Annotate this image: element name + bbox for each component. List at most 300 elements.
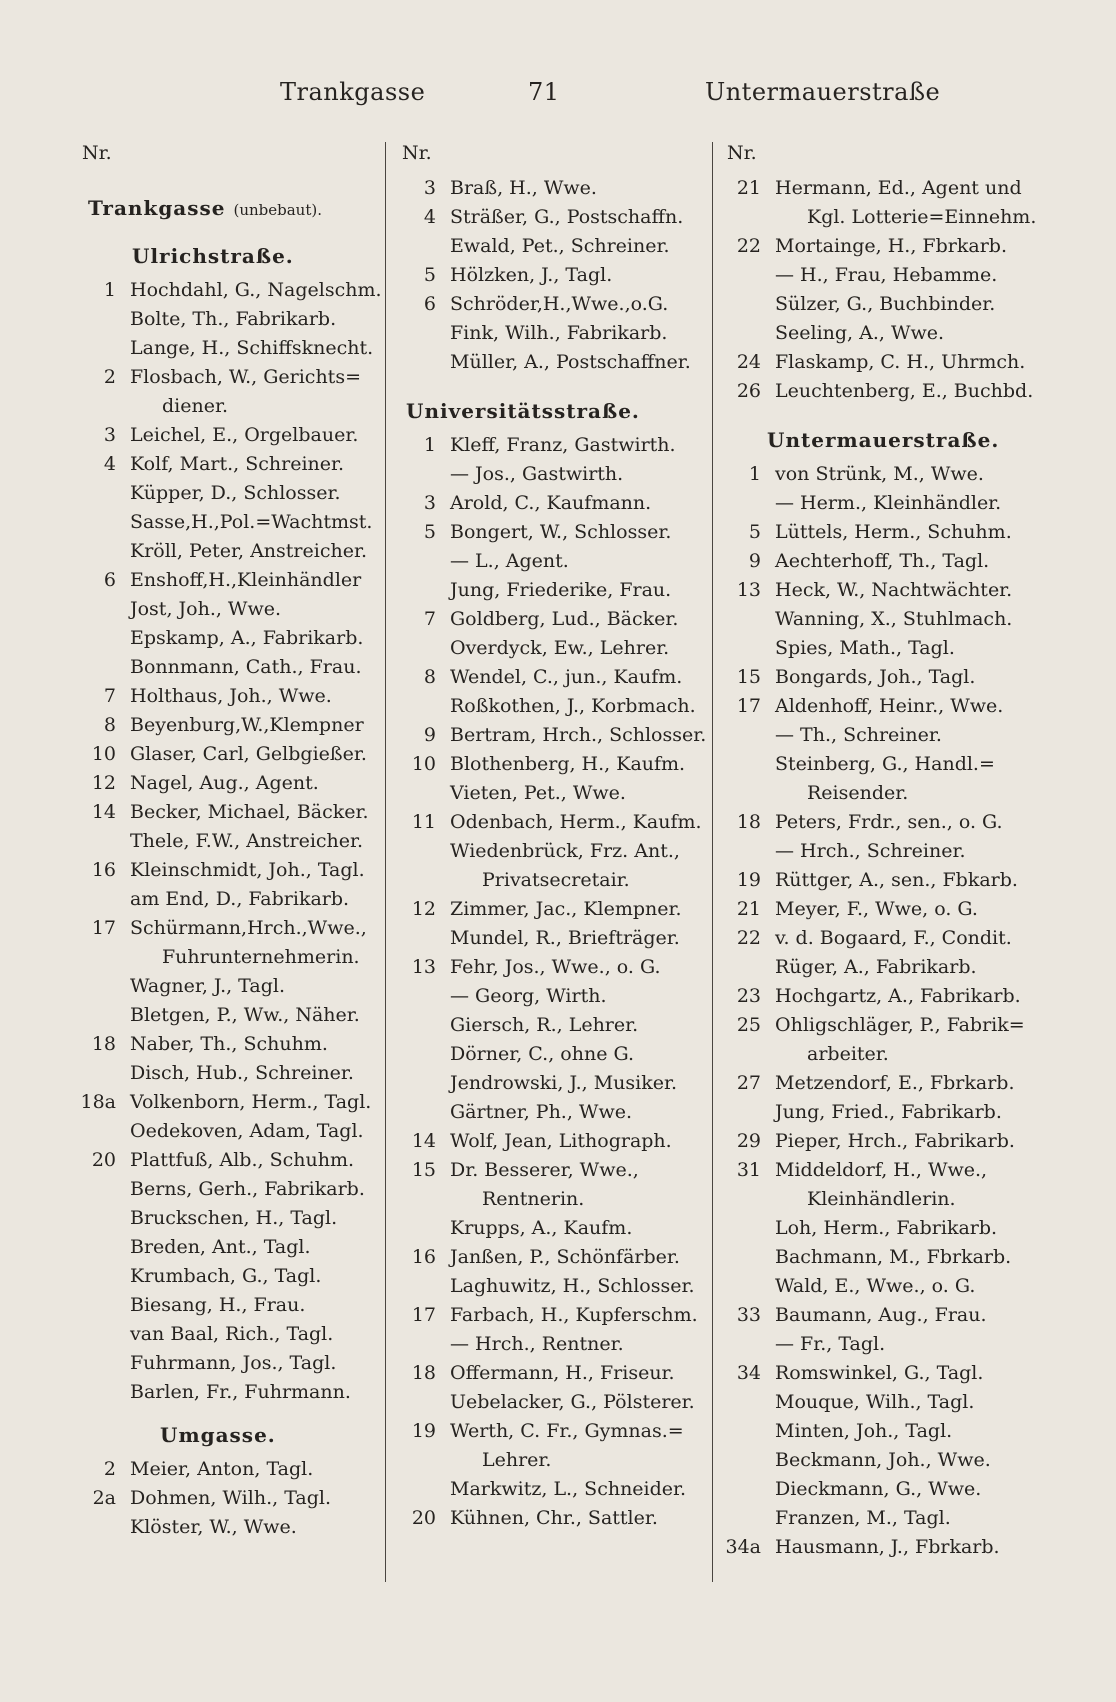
resident-entry: — Hrch., Schreiner. bbox=[775, 840, 966, 862]
resident-entry: Wiedenbrück, Frz. Ant., bbox=[450, 840, 680, 862]
directory-entry bbox=[80, 276, 380, 305]
resident-entry: Wendel, C., jun., Kaufm. bbox=[450, 666, 683, 688]
directory-entry bbox=[725, 261, 1055, 290]
directory-entry bbox=[725, 605, 1055, 634]
house-number: 15 bbox=[736, 666, 761, 688]
directory-entry bbox=[400, 634, 718, 663]
directory-entry bbox=[725, 1533, 1055, 1562]
directory-entry bbox=[725, 174, 1055, 203]
resident-entry: — Th., Schreiner. bbox=[775, 724, 942, 746]
resident-entry: Bruckschen, H., Tagl. bbox=[130, 1207, 338, 1229]
resident-entry: Hölzken, J., Tagl. bbox=[450, 264, 613, 286]
resident-entry: Wagner, J., Tagl. bbox=[130, 975, 285, 997]
directory-entry bbox=[80, 711, 380, 740]
house-number: 5 bbox=[423, 521, 436, 543]
house-number: 14 bbox=[91, 801, 116, 823]
directory-entry bbox=[400, 721, 718, 750]
directory-entry bbox=[400, 1040, 718, 1069]
resident-entry: Kröll, Peter, Anstreicher. bbox=[130, 540, 367, 562]
directory-entry bbox=[80, 450, 380, 479]
directory-entry bbox=[80, 653, 380, 682]
resident-entry: Dörner, C., ohne G. bbox=[450, 1043, 635, 1065]
resident-entry: Pieper, Hrch., Fabrikarb. bbox=[775, 1130, 1015, 1152]
resident-entry: Vieten, Pet., Wwe. bbox=[450, 782, 626, 804]
directory-entry bbox=[80, 334, 380, 363]
entry-list bbox=[400, 431, 718, 1533]
directory-entry bbox=[400, 779, 718, 808]
resident-entry: Meier, Anton, Tagl. bbox=[130, 1458, 314, 1480]
directory-entry bbox=[400, 663, 718, 692]
directory-entry bbox=[400, 605, 718, 634]
house-number: 6 bbox=[103, 569, 116, 591]
resident-entry: van Baal, Rich., Tagl. bbox=[130, 1323, 334, 1345]
street-heading-untermauerstrasse: Untermauerstraße. bbox=[767, 428, 1000, 452]
resident-entry: Bonnmann, Cath., Frau. bbox=[130, 656, 362, 678]
directory-entry bbox=[80, 595, 380, 624]
resident-entry: Leuchtenberg, E., Buchbd. bbox=[775, 380, 1034, 402]
resident-entry: Dr. Besserer, Wwe., bbox=[450, 1159, 639, 1181]
directory-entry bbox=[400, 261, 718, 290]
resident-entry: Roßkothen, J., Korbmach. bbox=[450, 695, 696, 717]
resident-entry: Mundel, R., Briefträger. bbox=[450, 927, 680, 949]
resident-entry: Mouque, Wilh., Tagl. bbox=[775, 1391, 975, 1413]
house-number: 27 bbox=[736, 1072, 761, 1094]
directory-entry bbox=[725, 1272, 1055, 1301]
resident-entry: Berns, Gerh., Fabrikarb. bbox=[130, 1178, 365, 1200]
directory-entry bbox=[80, 537, 380, 566]
house-number: 17 bbox=[91, 917, 116, 939]
resident-entry: Bolte, Th., Fabrikarb. bbox=[130, 308, 337, 330]
directory-entry bbox=[400, 1301, 718, 1330]
directory-entry bbox=[725, 982, 1055, 1011]
resident-entry: Jung, Fried., Fabrikarb. bbox=[775, 1101, 1002, 1123]
resident-entry: Dohmen, Wilh., Tagl. bbox=[130, 1487, 331, 1509]
directory-entry bbox=[725, 1069, 1055, 1098]
resident-entry: Fuhrunternehmerin. bbox=[162, 946, 360, 968]
house-number: 7 bbox=[423, 608, 436, 630]
resident-entry: Overdyck, Ew., Lehrer. bbox=[450, 637, 670, 659]
directory-entry bbox=[400, 1446, 718, 1475]
house-number: 19 bbox=[411, 1420, 436, 1442]
directory-entry bbox=[400, 866, 718, 895]
house-number: 1 bbox=[748, 463, 761, 485]
column-3 bbox=[725, 142, 1055, 1562]
directory-entry bbox=[400, 982, 718, 1011]
directory-entry bbox=[80, 1262, 380, 1291]
directory-entry bbox=[400, 1417, 718, 1446]
directory-entry bbox=[725, 1475, 1055, 1504]
directory-entry bbox=[80, 421, 380, 450]
resident-entry: von Strünk, M., Wwe. bbox=[775, 463, 984, 485]
resident-entry: Lange, H., Schiffsknecht. bbox=[130, 337, 374, 359]
directory-entry bbox=[725, 547, 1055, 576]
house-number: 20 bbox=[91, 1149, 116, 1171]
directory-entry bbox=[80, 972, 380, 1001]
resident-entry: Romswinkel, G., Tagl. bbox=[775, 1362, 984, 1384]
house-number: 12 bbox=[91, 772, 116, 794]
resident-entry: Hochgartz, A., Fabrikarb. bbox=[775, 985, 1021, 1007]
resident-entry: Kühnen, Chr., Sattler. bbox=[450, 1507, 658, 1529]
house-number: 18 bbox=[411, 1362, 436, 1384]
house-number: 31 bbox=[736, 1159, 761, 1181]
directory-entry bbox=[725, 576, 1055, 605]
resident-entry: arbeiter. bbox=[807, 1043, 889, 1065]
directory-entry bbox=[400, 1359, 718, 1388]
directory-entry bbox=[80, 363, 380, 392]
directory-entry bbox=[400, 808, 718, 837]
house-number: 25 bbox=[736, 1014, 761, 1036]
house-number: 9 bbox=[748, 550, 761, 572]
header-right-street: Untermauerstraße bbox=[705, 78, 941, 106]
directory-entry bbox=[80, 479, 380, 508]
resident-entry: Aechterhoff, Th., Tagl. bbox=[775, 550, 990, 572]
house-number: 29 bbox=[736, 1130, 761, 1152]
resident-entry: Fink, Wilh., Fabrikarb. bbox=[450, 322, 668, 344]
directory-entry bbox=[725, 460, 1055, 489]
directory-entry bbox=[400, 290, 718, 319]
resident-entry: Biesang, H., Frau. bbox=[130, 1294, 306, 1316]
nr-label: Nr. bbox=[82, 142, 112, 164]
resident-entry: Lüttels, Herm., Schuhm. bbox=[775, 521, 1012, 543]
house-number: 24 bbox=[736, 351, 761, 373]
resident-entry: Sülzer, G., Buchbinder. bbox=[775, 293, 996, 315]
resident-entry: Hermann, Ed., Agent und bbox=[775, 177, 1022, 199]
resident-entry: Kleinhändlerin. bbox=[807, 1188, 956, 1210]
directory-entry bbox=[725, 808, 1055, 837]
directory-entry bbox=[400, 1069, 718, 1098]
resident-entry: Flosbach, W., Gerichts= bbox=[130, 366, 361, 388]
directory-entry bbox=[400, 431, 718, 460]
house-number: 17 bbox=[736, 695, 761, 717]
resident-entry: Gärtner, Ph., Wwe. bbox=[450, 1101, 632, 1123]
directory-entry bbox=[725, 895, 1055, 924]
house-number: 18 bbox=[736, 811, 761, 833]
street-heading-universitaetsstrasse: Universitätsstraße. bbox=[406, 399, 640, 423]
resident-entry: Goldberg, Lud., Bäcker. bbox=[450, 608, 679, 630]
directory-entry bbox=[400, 1185, 718, 1214]
resident-entry: Seeling, A., Wwe. bbox=[775, 322, 945, 344]
directory-entry bbox=[725, 1301, 1055, 1330]
house-number: 13 bbox=[411, 956, 436, 978]
directory-entry bbox=[400, 348, 718, 377]
house-number: 26 bbox=[736, 380, 761, 402]
resident-entry: Beyenburg,W.,Klempner bbox=[130, 714, 364, 736]
house-number: 3 bbox=[423, 177, 436, 199]
resident-entry: Bongards, Joh., Tagl. bbox=[775, 666, 976, 688]
house-number: 22 bbox=[736, 927, 761, 949]
resident-entry: — Hrch., Rentner. bbox=[450, 1333, 624, 1355]
directory-entry bbox=[80, 566, 380, 595]
directory-entry bbox=[725, 837, 1055, 866]
house-number: 20 bbox=[411, 1507, 436, 1529]
directory-entry bbox=[400, 1388, 718, 1417]
directory-entry bbox=[80, 1146, 380, 1175]
directory-entry bbox=[400, 750, 718, 779]
resident-entry: Braß, H., Wwe. bbox=[450, 177, 597, 199]
resident-entry: Mortainge, H., Fbrkarb. bbox=[775, 235, 1007, 257]
resident-entry: Hochdahl, G., Nagelschm. bbox=[130, 279, 382, 301]
directory-entry bbox=[725, 203, 1055, 232]
directory-entry bbox=[725, 953, 1055, 982]
directory-entry bbox=[400, 489, 718, 518]
house-number: 34a bbox=[725, 1536, 761, 1558]
house-number: 1 bbox=[423, 434, 436, 456]
house-number: 17 bbox=[411, 1304, 436, 1326]
house-number: 34 bbox=[736, 1362, 761, 1384]
directory-entry bbox=[725, 348, 1055, 377]
house-number: 22 bbox=[736, 235, 761, 257]
resident-entry: Wald, E., Wwe., o. G. bbox=[775, 1275, 976, 1297]
directory-entry bbox=[400, 547, 718, 576]
resident-entry: Küpper, D., Schlosser. bbox=[130, 482, 341, 504]
street-heading-umgasse: Umgasse. bbox=[160, 1423, 276, 1447]
resident-entry: — Jos., Gastwirth. bbox=[450, 463, 624, 485]
resident-entry: Dieckmann, G., Wwe. bbox=[775, 1478, 982, 1500]
house-number: 2 bbox=[103, 1458, 116, 1480]
house-number: 10 bbox=[411, 753, 436, 775]
house-number: 1 bbox=[103, 279, 116, 301]
directory-entry bbox=[400, 518, 718, 547]
nr-label: Nr. bbox=[402, 142, 432, 164]
resident-entry: Kolf, Mart., Schreiner. bbox=[130, 453, 345, 475]
house-number: 5 bbox=[748, 521, 761, 543]
resident-entry: Hausmann, J., Fbrkarb. bbox=[775, 1536, 1000, 1558]
house-number: 21 bbox=[736, 898, 761, 920]
resident-entry: Rüttger, A., sen., Fbkarb. bbox=[775, 869, 1018, 891]
directory-entry bbox=[80, 508, 380, 537]
column-divider bbox=[385, 142, 386, 1582]
resident-entry: Bletgen, P., Ww., Näher. bbox=[130, 1004, 360, 1026]
directory-entry bbox=[400, 1504, 718, 1533]
house-number: 13 bbox=[736, 579, 761, 601]
house-number: 16 bbox=[91, 859, 116, 881]
directory-entry bbox=[80, 682, 380, 711]
resident-entry: Farbach, H., Kupferschm. bbox=[450, 1304, 698, 1326]
house-number: 9 bbox=[423, 724, 436, 746]
directory-entry bbox=[725, 1185, 1055, 1214]
directory-entry bbox=[725, 1330, 1055, 1359]
resident-entry: Wolf, Jean, Lithograph. bbox=[450, 1130, 672, 1152]
directory-entry bbox=[725, 1040, 1055, 1069]
directory-entry bbox=[80, 1378, 380, 1407]
resident-entry: Krumbach, G., Tagl. bbox=[130, 1265, 322, 1287]
directory-entry bbox=[725, 1127, 1055, 1156]
directory-entry bbox=[400, 924, 718, 953]
resident-entry: Kleinschmidt, Joh., Tagl. bbox=[130, 859, 365, 881]
resident-entry: Bachmann, M., Fbrkarb. bbox=[775, 1246, 1012, 1268]
directory-entry bbox=[725, 1098, 1055, 1127]
directory-entry bbox=[400, 1011, 718, 1040]
directory-entry bbox=[80, 827, 380, 856]
street-heading-ulrichstrasse: Ulrichstraße. bbox=[132, 244, 294, 268]
directory-entry bbox=[725, 692, 1055, 721]
directory-entry bbox=[80, 392, 380, 421]
resident-entry: Ohligschläger, P., Fabrik= bbox=[775, 1014, 1025, 1036]
resident-entry: Schröder,H.,Wwe.,o.G. bbox=[450, 293, 669, 315]
resident-entry: Epskamp, A., Fabrikarb. bbox=[130, 627, 364, 649]
resident-entry: Janßen, P., Schönfärber. bbox=[450, 1246, 680, 1268]
resident-entry: Spies, Math., Tagl. bbox=[775, 637, 955, 659]
directory-entry bbox=[400, 1272, 718, 1301]
resident-entry: Wanning, X., Stuhlmach. bbox=[775, 608, 1013, 630]
entry-list bbox=[725, 460, 1055, 1562]
resident-entry: Loh, Herm., Fabrikarb. bbox=[775, 1217, 998, 1239]
resident-entry: Odenbach, Herm., Kaufm. bbox=[450, 811, 702, 833]
resident-entry: Thele, F.W., Anstreicher. bbox=[130, 830, 364, 852]
directory-entry bbox=[80, 1204, 380, 1233]
street-heading-trankgasse: Trankgasse (unbebaut). bbox=[88, 196, 322, 220]
column-1 bbox=[80, 142, 380, 1542]
directory-entry bbox=[725, 634, 1055, 663]
directory-entry bbox=[400, 460, 718, 489]
resident-entry: — Fr., Tagl. bbox=[775, 1333, 886, 1355]
resident-entry: Leichel, E., Orgelbauer. bbox=[130, 424, 359, 446]
directory-entry bbox=[725, 1214, 1055, 1243]
resident-entry: Zimmer, Jac., Klempner. bbox=[450, 898, 682, 920]
resident-entry: Kgl. Lotterie=Einnehm. bbox=[807, 206, 1037, 228]
directory-entry bbox=[80, 1030, 380, 1059]
resident-entry: Fuhrmann, Jos., Tagl. bbox=[130, 1352, 337, 1374]
directory-entry bbox=[725, 489, 1055, 518]
page-number: 71 bbox=[528, 78, 560, 106]
house-number: 4 bbox=[103, 453, 116, 475]
house-number: 3 bbox=[423, 492, 436, 514]
directory-entry bbox=[725, 924, 1055, 953]
resident-entry: Rentnerin. bbox=[482, 1188, 585, 1210]
resident-entry: Heck, W., Nachtwächter. bbox=[775, 579, 1013, 601]
resident-entry: Arold, C., Kaufmann. bbox=[450, 492, 652, 514]
resident-entry: — H., Frau, Hebamme. bbox=[775, 264, 998, 286]
house-number: 10 bbox=[91, 743, 116, 765]
house-number: 21 bbox=[736, 177, 761, 199]
directory-entry bbox=[725, 1417, 1055, 1446]
directory-entry bbox=[725, 1011, 1055, 1040]
house-number: 18a bbox=[80, 1091, 116, 1113]
directory-entry bbox=[400, 174, 718, 203]
house-number: 15 bbox=[411, 1159, 436, 1181]
directory-entry bbox=[80, 769, 380, 798]
directory-entry bbox=[80, 943, 380, 972]
directory-entry bbox=[80, 1455, 380, 1484]
resident-entry: Middeldorf, H., Wwe., bbox=[775, 1159, 988, 1181]
directory-entry bbox=[400, 232, 718, 261]
house-number: 19 bbox=[736, 869, 761, 891]
house-number: 23 bbox=[736, 985, 761, 1007]
resident-entry: Steinberg, G., Handl.= bbox=[775, 753, 995, 775]
directory-entry bbox=[725, 290, 1055, 319]
resident-entry: Baumann, Aug., Frau. bbox=[775, 1304, 987, 1326]
directory-entry bbox=[400, 203, 718, 232]
resident-entry: Breden, Ant., Tagl. bbox=[130, 1236, 311, 1258]
resident-entry: Kleff, Franz, Gastwirth. bbox=[450, 434, 676, 456]
directory-entry bbox=[725, 663, 1055, 692]
house-number: 2a bbox=[92, 1487, 116, 1509]
directory-entry bbox=[725, 518, 1055, 547]
resident-entry: Peters, Frdr., sen., o. G. bbox=[775, 811, 1003, 833]
resident-entry: Holthaus, Joh., Wwe. bbox=[130, 685, 332, 707]
resident-entry: Sasse,H.,Pol.=Wachtmst. bbox=[130, 511, 373, 533]
nr-label: Nr. bbox=[727, 142, 757, 164]
house-number: 4 bbox=[423, 206, 436, 228]
resident-entry: v. d. Bogaard, F., Condit. bbox=[775, 927, 1012, 949]
resident-entry: Minten, Joh., Tagl. bbox=[775, 1420, 953, 1442]
directory-entry bbox=[725, 721, 1055, 750]
resident-entry: Nagel, Aug., Agent. bbox=[130, 772, 319, 794]
resident-entry: Jost, Joh., Wwe. bbox=[130, 598, 282, 620]
resident-entry: am End, D., Fabrikarb. bbox=[130, 888, 350, 910]
directory-entry bbox=[80, 1484, 380, 1513]
resident-entry: Fehr, Jos., Wwe., o. G. bbox=[450, 956, 661, 978]
resident-entry: Jendrowski, J., Musiker. bbox=[450, 1072, 678, 1094]
directory-entry bbox=[400, 1156, 718, 1185]
house-number: 8 bbox=[423, 666, 436, 688]
column-2 bbox=[400, 142, 718, 1533]
directory-entry bbox=[80, 856, 380, 885]
directory-entry bbox=[80, 1117, 380, 1146]
resident-entry: Uebelacker, G., Pölsterer. bbox=[450, 1391, 695, 1413]
directory-entry bbox=[80, 1233, 380, 1262]
resident-entry: Aldenhoff, Heinr., Wwe. bbox=[775, 695, 1004, 717]
directory-entry bbox=[80, 798, 380, 827]
entry-list bbox=[725, 174, 1055, 406]
resident-entry: — Herm., Kleinhändler. bbox=[775, 492, 1002, 514]
house-number: 16 bbox=[411, 1246, 436, 1268]
resident-entry: Metzendorf, E., Fbrkarb. bbox=[775, 1072, 1015, 1094]
resident-entry: Müller, A., Postschaffner. bbox=[450, 351, 691, 373]
house-number: 8 bbox=[103, 714, 116, 736]
resident-entry: Volkenborn, Herm., Tagl. bbox=[130, 1091, 372, 1113]
directory-entry bbox=[725, 750, 1055, 779]
resident-entry: diener. bbox=[162, 395, 228, 417]
resident-entry: Reisender. bbox=[807, 782, 909, 804]
resident-entry: Laghuwitz, H., Schlosser. bbox=[450, 1275, 695, 1297]
directory-entry bbox=[725, 232, 1055, 261]
street-note: (unbebaut). bbox=[233, 201, 322, 219]
directory-entry bbox=[725, 319, 1055, 348]
entry-list bbox=[400, 174, 718, 377]
house-number: 12 bbox=[411, 898, 436, 920]
directory-entry bbox=[400, 1214, 718, 1243]
house-number: 7 bbox=[103, 685, 116, 707]
resident-entry: Bertram, Hrch., Schlosser. bbox=[450, 724, 707, 746]
directory-entry bbox=[400, 1243, 718, 1272]
directory-entry bbox=[725, 377, 1055, 406]
resident-entry: Schürmann,Hrch.,Wwe., bbox=[130, 917, 367, 939]
directory-entry bbox=[80, 1320, 380, 1349]
directory-entry bbox=[400, 1330, 718, 1359]
entry-list bbox=[80, 1455, 380, 1542]
entry-list bbox=[80, 276, 380, 1407]
house-number: 3 bbox=[103, 424, 116, 446]
directory-entry bbox=[725, 1446, 1055, 1475]
resident-entry: Jung, Friederike, Frau. bbox=[450, 579, 672, 601]
resident-entry: Privatsecretair. bbox=[482, 869, 630, 891]
resident-entry: Sträßer, G., Postschaffn. bbox=[450, 206, 684, 228]
resident-entry: Franzen, M., Tagl. bbox=[775, 1507, 951, 1529]
house-number: 33 bbox=[736, 1304, 761, 1326]
directory-entry bbox=[400, 1098, 718, 1127]
resident-entry: Enshoff,H.,Kleinhändler bbox=[130, 569, 362, 591]
directory-entry bbox=[80, 1291, 380, 1320]
resident-entry: Disch, Hub., Schreiner. bbox=[130, 1062, 354, 1084]
directory-entry bbox=[80, 885, 380, 914]
directory-entry bbox=[80, 624, 380, 653]
resident-entry: Barlen, Fr., Fuhrmann. bbox=[130, 1381, 351, 1403]
house-number: 5 bbox=[423, 264, 436, 286]
resident-entry: Blothenberg, H., Kaufm. bbox=[450, 753, 686, 775]
resident-entry: Plattfuß, Alb., Schuhm. bbox=[130, 1149, 355, 1171]
directory-entry bbox=[725, 866, 1055, 895]
